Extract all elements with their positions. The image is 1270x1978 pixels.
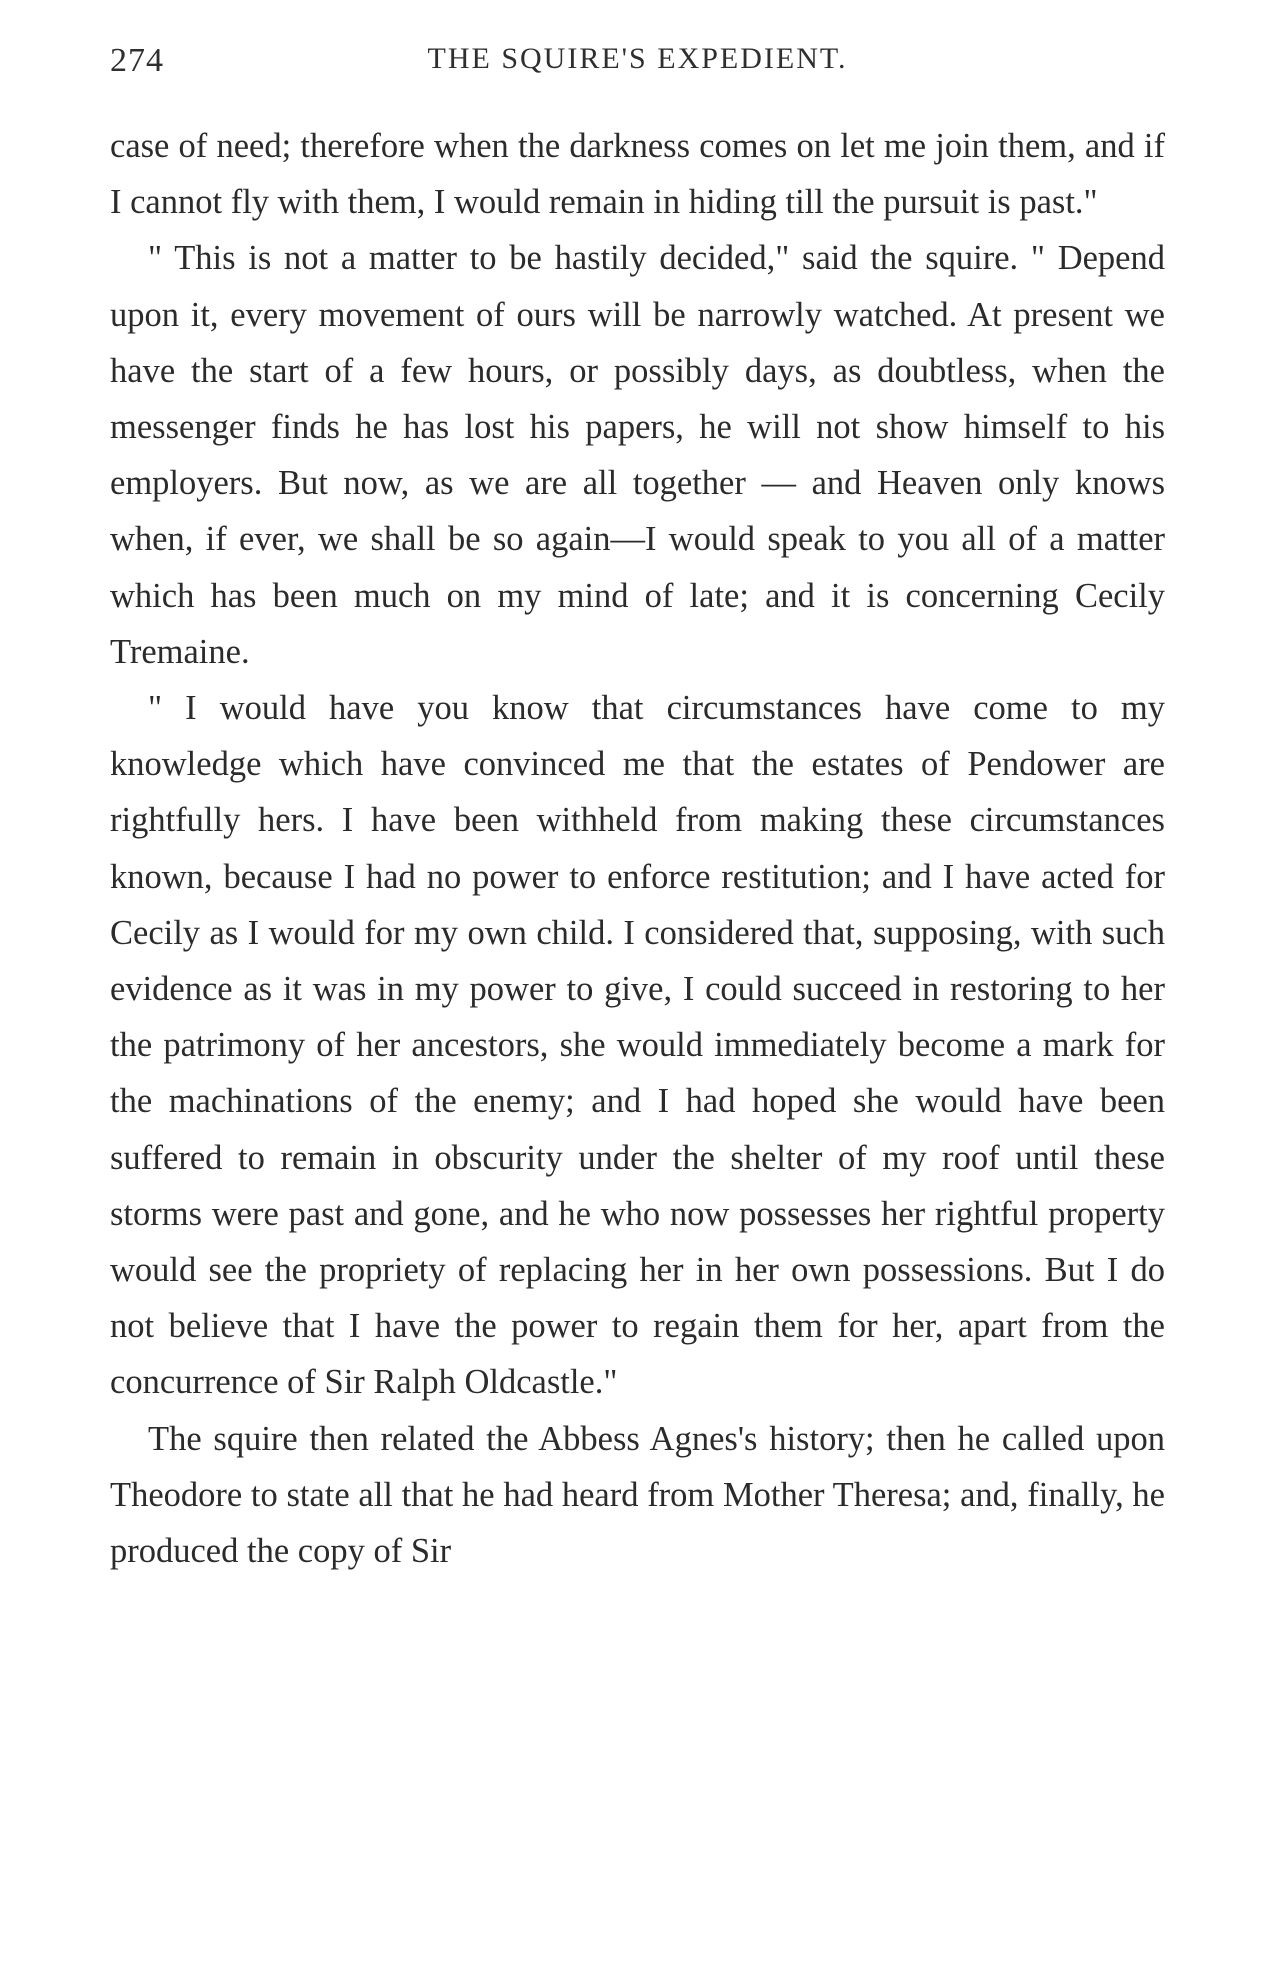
paragraph-cecily-estates: " I would have you know that circumstances have come to my knowledge which have convinced me that the estates of Pendower are rightfully hers. I have been withheld from making these circumstances known, because I had no power to enforce restitution; and I have acted for Cecily as I would for my own child. I considered that, supposing, with such evidence as it was in my power to give, I could succeed in restoring to her the patrimony of her ancestors, she would immediately become a mark for the machinations of the enemy; and I had hoped she would have been suffered to remain in obscurity under the shelter of my roof until these storms were past and gone, and he who now possesses her rightful property would see the propriety of replacing her in her own possessions. But I do not believe that I have the power to regain them for her, apart from the concurrence of Sir Ralph Oldcastle." (110, 689, 1165, 1402)
running-title: THE SQUIRE'S EXPEDIENT. (427, 42, 848, 75)
body-text (110, 118, 1165, 1579)
running-head (110, 38, 1165, 88)
page-number: 274 (110, 42, 164, 79)
paragraph-continuation: case of need; therefore when the darkness comes on let me join them, and if I cannot fly with them, I would remain in hiding till the pursuit is past." (110, 127, 1165, 222)
paragraph-abbess-history: The squire then related the Abbess Agnes's history; then he called upon Theodore to state all that he had heard from Mother Theresa; and, finally, he produced the copy of Sir (110, 1419, 1165, 1571)
paragraph-squire-speech: " This is not a matter to be hastily decided," said the squire. " Depend upon it, every movement of ours will be narrowly watched. At present we have the start of a few hours, or possibly days, as doubtless, when the messenger finds he has lost his papers, he will not show himself to his employers. But now, as we are all together — and Heaven only knows when, if ever, we shall be so again—I would speak to you all of a matter which has been much on my mind of late; and it is concerning Cecily Tremaine. (110, 239, 1165, 671)
